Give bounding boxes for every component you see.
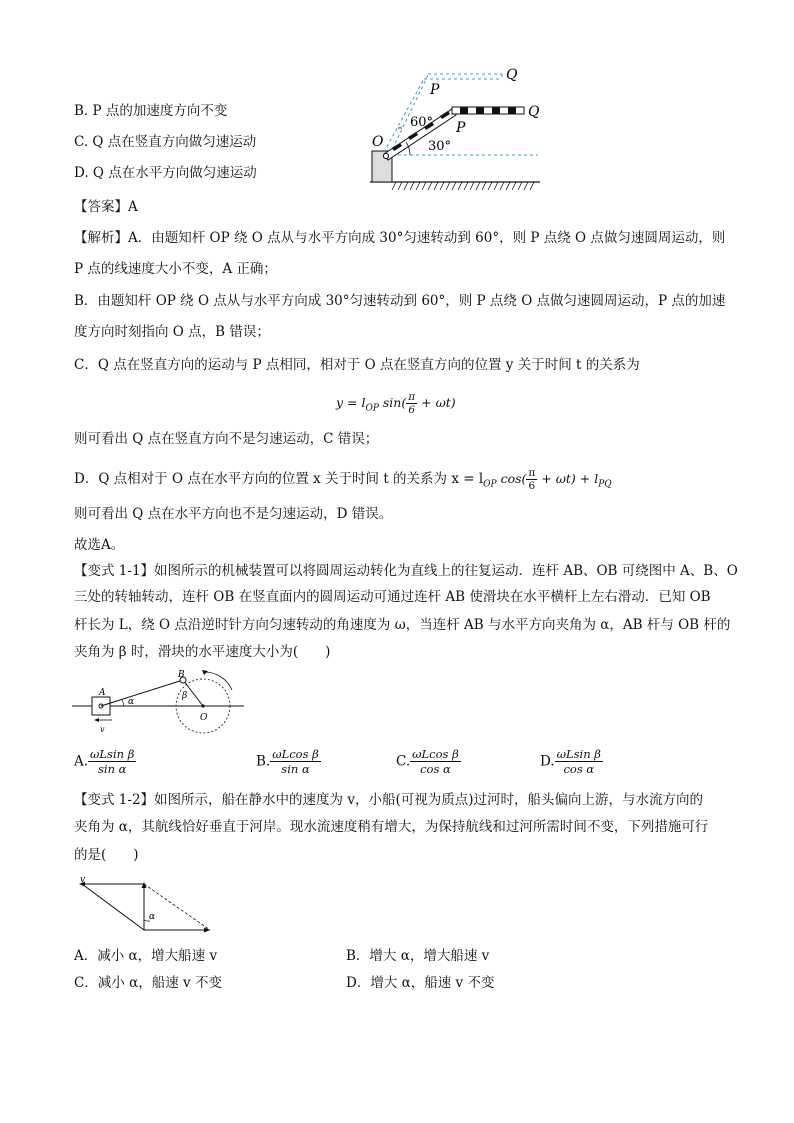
eq1-pi: π [408,391,416,403]
equation-y [336,391,456,419]
label-alpha: α [128,697,135,707]
opt-a-num: ωLsin β [90,747,135,761]
opt-b-num: ωLcos β [272,747,319,761]
variant11-option-c [396,747,461,776]
analysis-c-1: C．Q 点在竖直方向的运动与 P 点相同，相对于 O 点在竖直方向的位置 y 关于时间 t 的关系为 [74,357,640,373]
variant11-line1: 【变式 1-1】如图所示的机械装置可以将圆周运动转化为直线上的往复运动．连杆 AB、OB 可绕图中 A、B、O [74,563,738,579]
variant11-option-a [74,747,136,776]
analysis-c-2: 则可看出 Q 点在竖直方向不是匀速运动，C 错误； [74,431,379,447]
option-d: D. Q 点在水平方向做匀速运动 [74,165,257,181]
variant12-option-c: C．减小 α，船速 v 不变 [74,975,222,991]
conclusion: 故选A。 [74,537,125,553]
variant12-option-b: B．增大 α，增大船速 v [346,948,490,964]
opt-d-den: cos α [563,762,595,776]
label-q-right: Q [528,104,540,120]
opt-c-letter: C. [396,753,411,770]
analysis-d-1 [74,467,612,495]
crank-slider-figure [72,668,247,740]
d1-mid: cos( [496,471,527,486]
d1-sub2: PQ [598,479,612,490]
label-o: O [372,134,384,150]
label-beta: β [182,691,188,701]
d1-six: 6 [528,480,536,492]
d1-pi: π [528,467,536,479]
rotating-rod-figure [362,62,552,197]
d1-sub: OP [483,479,497,490]
opt-d-letter: D. [540,753,555,770]
label-v2: v [80,875,86,885]
label-p-mid: P [456,120,466,136]
variant12-line1: 【变式 1-2】如图所示，船在静水中的速度为 v，小船(可视为质点)过河时，船头偏向上游，与水流方向的 [74,792,703,808]
variant11-line4: 夹角为 β 时，滑块的水平速度大小为( ) [74,644,331,660]
label-30: 30° [428,139,452,154]
d1-text: D．Q 点相对于 O 点在水平方向的位置 x 关于时间 t 的关系为 x = l [74,471,484,487]
eq1-sub: OP [365,403,379,414]
analysis-a-1: 【解析】A．由题知杆 OP 绕 O 点从与水平方向成 30°匀速转动到 60°，则 P 点绕 O 点做匀速圆周运动，则 [74,230,726,246]
option-c: C. Q 点在竖直方向做匀速运动 [74,134,257,150]
answer: 【答案】A [74,199,138,215]
analysis-d-2: 则可看出 Q 点在水平方向也不是匀速运动，D 错误。 [74,506,393,522]
analysis-b-2: 度方向时刻指向 O 点，B 错误； [74,324,270,340]
variant12-option-a: A．减小 α，增大船速 v [74,948,218,964]
opt-b-letter: B. [256,753,271,770]
variant12-option-d: D．增大 α，船速 v 不变 [346,975,495,991]
label-alpha2: α [149,912,156,922]
variant11-option-b [256,747,321,776]
variant12-line3: 的是( ) [74,847,139,863]
eq1-right: + ωt) [417,395,456,410]
label-60: 60° [410,115,434,130]
variant11-line3: 杆长为 L，绕 O 点沿逆时针方向匀速转动的角速度为 ω，当连杆 AB 与水平方向夹角为 α，AB 杆与 OB 杆的 [74,617,731,633]
label-a: A [99,688,106,698]
label-b: B [178,670,185,680]
variant11-option-d [540,747,603,776]
label-v: v [100,725,105,734]
d1-right: + ωt) + l [537,471,599,486]
eq1-mid: sin( [378,395,407,410]
label-p-top: P [430,82,440,98]
variant11-line2: 三处的转轴转动，连杆 OB 在竖直面内的圆周运动可通过连杆 AB 使滑块在水平横杆上左右滑动．已知 OB [74,589,711,605]
variant12-line2: 夹角为 α，其航线恰好垂直于河岸。现水流速度稍有增大，为保持航线和过河所需时间不变，下列措施可行 [74,819,709,835]
opt-b-den: sin α [281,762,310,776]
eq1-left: y = l [336,395,366,410]
boat-vector-figure [72,872,214,934]
eq1-six: 6 [408,404,416,416]
opt-d-num: ωLsin β [556,747,601,761]
opt-a-letter: A. [74,753,89,770]
opt-a-den: sin α [97,762,127,776]
label-o2: O [200,713,208,723]
label-q-top: Q [506,67,518,83]
opt-c-num: ωLcos β [412,747,459,761]
opt-c-den: cos α [420,762,451,776]
option-b: B. P 点的加速度方向不变 [74,103,228,119]
analysis-a-2: P 点的线速度大小不变，A 正确； [74,261,277,277]
analysis-b-1: B．由题知杆 OP 绕 O 点从与水平方向成 30°匀速转动到 60°，则 P 点绕 O 点做匀速圆周运动，P 点的加速 [74,293,726,309]
